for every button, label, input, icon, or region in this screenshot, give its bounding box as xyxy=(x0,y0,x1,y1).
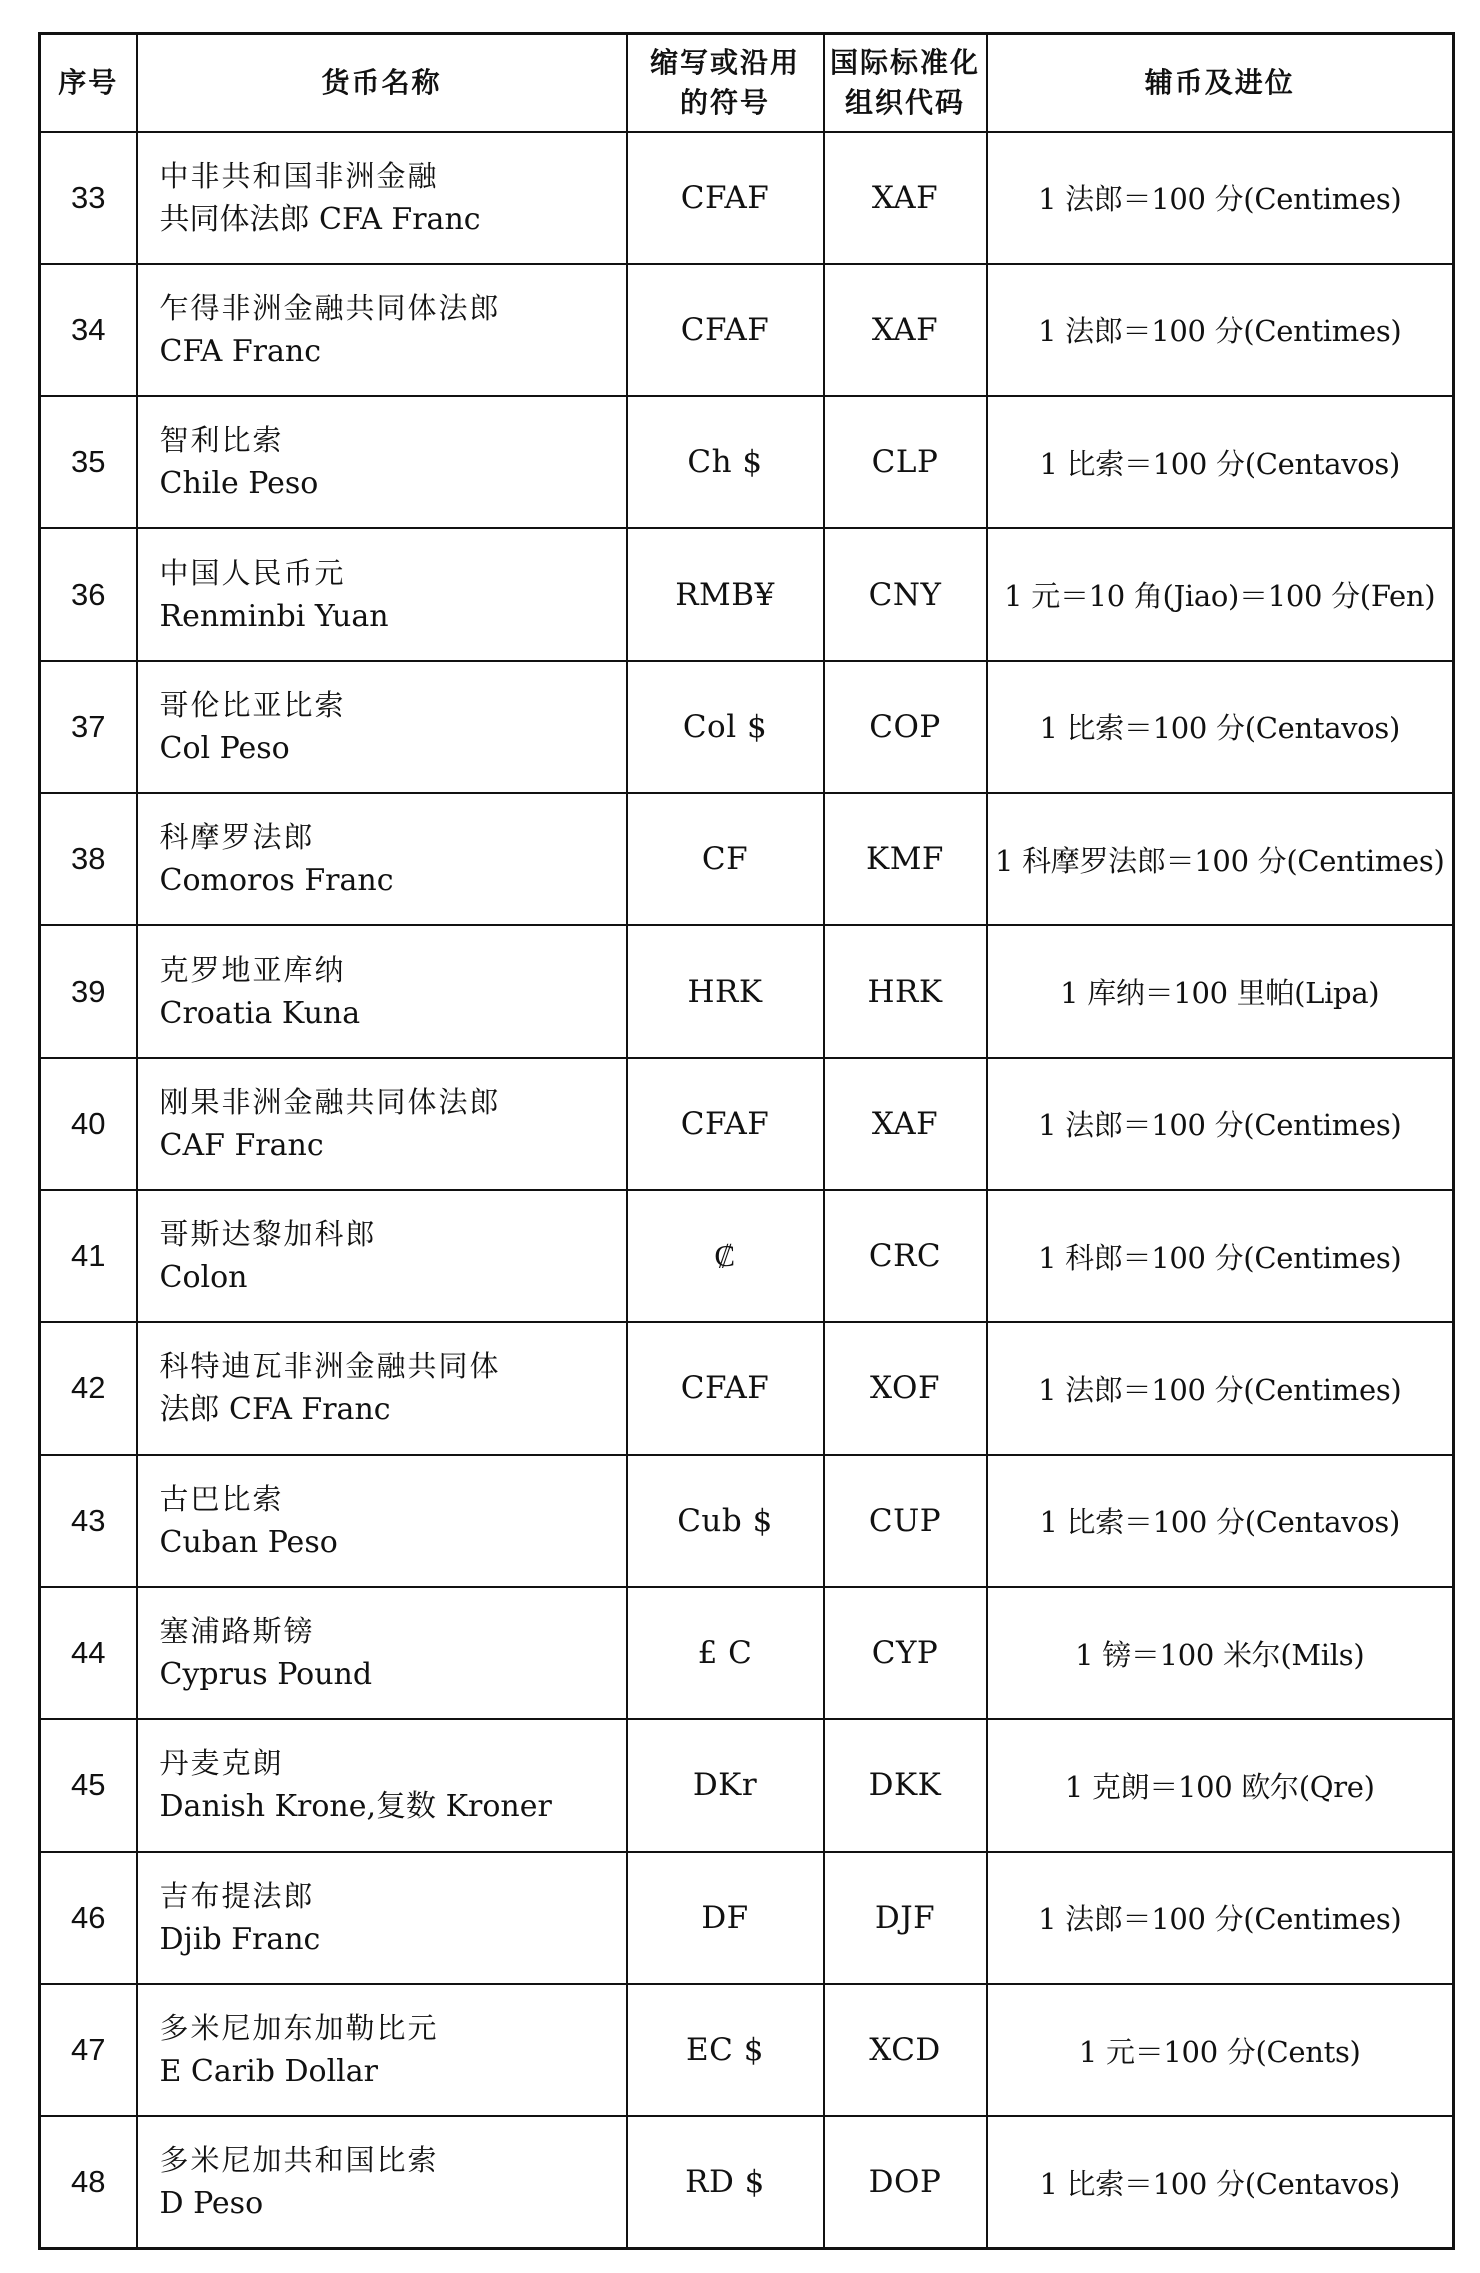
currency-name-cn: 哥伦比亚比索 xyxy=(159,687,346,722)
table-row xyxy=(40,1455,1454,1587)
row-iso-code: CYP xyxy=(824,1587,987,1719)
currency-name-cn: 多米尼加东加勒比元 xyxy=(159,2011,439,2046)
row-abbreviation: RMB¥ xyxy=(627,528,824,660)
row-subunit: 1 法郎＝100 分(Centimes) xyxy=(987,132,1454,264)
row-currency-name xyxy=(137,1322,627,1454)
table-row xyxy=(40,1058,1454,1190)
currency-name-cn: 中非共和国非洲金融 xyxy=(159,158,439,193)
header-row xyxy=(40,34,1454,132)
currency-name-cn: 中国人民币元 xyxy=(159,555,346,590)
row-seq: 35 xyxy=(40,396,137,528)
table-row xyxy=(40,132,1454,264)
row-abbreviation: Col $ xyxy=(627,661,824,793)
row-abbreviation: Cub $ xyxy=(627,1455,824,1587)
row-seq: 45 xyxy=(40,1719,137,1851)
row-subunit: 1 法郎＝100 分(Centimes) xyxy=(987,1058,1454,1190)
currency-name-cn: 多米尼加共和国比索 xyxy=(159,2143,439,2178)
currency-name-en: Croatia Kuna xyxy=(159,995,361,1031)
currency-name-cn: 塞浦路斯镑 xyxy=(159,1614,315,1649)
currency-name-en: Cuban Peso xyxy=(159,1524,338,1560)
row-iso-code: COP xyxy=(824,661,987,793)
table-row xyxy=(40,1984,1454,2116)
row-seq: 41 xyxy=(40,1190,137,1322)
row-subunit: 1 元＝100 分(Cents) xyxy=(987,1984,1454,2116)
currency-name-cn: 科摩罗法郎 xyxy=(159,820,315,855)
table-row xyxy=(40,2116,1454,2248)
row-subunit: 1 法郎＝100 分(Centimes) xyxy=(987,264,1454,396)
row-iso-code: CUP xyxy=(824,1455,987,1587)
row-seq: 38 xyxy=(40,793,137,925)
row-seq: 36 xyxy=(40,528,137,660)
row-abbreviation: EC $ xyxy=(627,1984,824,2116)
row-iso-code: XCD xyxy=(824,1984,987,2116)
row-currency-name xyxy=(137,132,627,264)
row-seq: 43 xyxy=(40,1455,137,1587)
row-currency-name xyxy=(137,1719,627,1851)
row-seq: 34 xyxy=(40,264,137,396)
header-abbr-line2: 的符号 xyxy=(679,85,770,119)
header-seq: 序号 xyxy=(40,34,137,132)
row-abbreviation: CF xyxy=(627,793,824,925)
row-abbreviation: CFAF xyxy=(627,264,824,396)
currency-name-en: E Carib Dollar xyxy=(159,2054,378,2090)
row-abbreviation: CFAF xyxy=(627,132,824,264)
header-iso-line2: 组织代码 xyxy=(844,85,965,119)
row-iso-code: KMF xyxy=(824,793,987,925)
row-seq: 37 xyxy=(40,661,137,793)
currency-name-cn: 丹麦克朗 xyxy=(159,1746,284,1781)
currency-name-cn: 乍得非洲金融共同体法郎 xyxy=(159,290,501,325)
currency-name-cn: 科特迪瓦非洲金融共同体 xyxy=(159,1349,501,1384)
row-iso-code: HRK xyxy=(824,925,987,1057)
row-currency-name xyxy=(137,1984,627,2116)
row-abbreviation: RD $ xyxy=(627,2116,824,2248)
row-abbreviation: £ C xyxy=(627,1587,824,1719)
row-seq: 39 xyxy=(40,925,137,1057)
row-abbreviation: HRK xyxy=(627,925,824,1057)
row-iso-code: CLP xyxy=(824,396,987,528)
row-abbreviation: CFAF xyxy=(627,1322,824,1454)
row-currency-name xyxy=(137,1058,627,1190)
header-subunit: 辅币及进位 xyxy=(987,34,1454,132)
row-abbreviation: ₡ xyxy=(627,1190,824,1322)
table-row xyxy=(40,1852,1454,1984)
row-abbreviation: DKr xyxy=(627,1719,824,1851)
row-iso-code: XOF xyxy=(824,1322,987,1454)
row-iso-code: XAF xyxy=(824,264,987,396)
row-subunit: 1 比索＝100 分(Centavos) xyxy=(987,2116,1454,2248)
header-iso xyxy=(824,34,987,132)
row-seq: 46 xyxy=(40,1852,137,1984)
row-currency-name xyxy=(137,264,627,396)
row-currency-name xyxy=(137,925,627,1057)
row-seq: 44 xyxy=(40,1587,137,1719)
row-currency-name xyxy=(137,793,627,925)
row-currency-name xyxy=(137,1587,627,1719)
currency-name-en: Comoros Franc xyxy=(159,863,394,899)
header-abbr xyxy=(627,34,824,132)
row-iso-code: XAF xyxy=(824,132,987,264)
table-row xyxy=(40,264,1454,396)
currency-name-en: D Peso xyxy=(159,2186,264,2222)
currency-name-cn: 古巴比索 xyxy=(159,1481,284,1516)
currency-name-en: CFA Franc xyxy=(159,333,322,369)
row-currency-name xyxy=(137,528,627,660)
row-subunit: 1 库纳＝100 里帕(Lipa) xyxy=(987,925,1454,1057)
row-subunit: 1 镑＝100 米尔(Mils) xyxy=(987,1587,1454,1719)
currency-name-en: Colon xyxy=(159,1260,248,1296)
row-subunit: 1 元＝10 角(Jiao)＝100 分(Fen) xyxy=(987,528,1454,660)
currency-name-en: Cyprus Pound xyxy=(159,1657,373,1693)
row-iso-code: CNY xyxy=(824,528,987,660)
header-iso-line1: 国际标准化 xyxy=(829,45,980,79)
row-subunit: 1 比索＝100 分(Centavos) xyxy=(987,1455,1454,1587)
table-row xyxy=(40,661,1454,793)
row-abbreviation: Ch $ xyxy=(627,396,824,528)
currency-name-en: Renminbi Yuan xyxy=(159,598,389,634)
table-row xyxy=(40,1190,1454,1322)
row-iso-code: DJF xyxy=(824,1852,987,1984)
currency-name-en: CAF Franc xyxy=(159,1127,324,1163)
row-seq: 42 xyxy=(40,1322,137,1454)
row-currency-name xyxy=(137,661,627,793)
row-seq: 48 xyxy=(40,2116,137,2248)
row-seq: 40 xyxy=(40,1058,137,1190)
row-subunit: 1 比索＝100 分(Centavos) xyxy=(987,661,1454,793)
row-iso-code: DKK xyxy=(824,1719,987,1851)
row-subunit: 1 法郎＝100 分(Centimes) xyxy=(987,1322,1454,1454)
row-abbreviation: CFAF xyxy=(627,1058,824,1190)
row-abbreviation: DF xyxy=(627,1852,824,1984)
currency-name-cn: 吉布提法郎 xyxy=(159,1878,315,1913)
currency-name-cn: 刚果非洲金融共同体法郎 xyxy=(159,1084,501,1119)
currency-name-cn: 智利比索 xyxy=(159,423,284,458)
row-currency-name xyxy=(137,1455,627,1587)
currency-name-en: 共同体法郎 CFA Franc xyxy=(159,201,481,237)
header-name: 货币名称 xyxy=(137,34,627,132)
row-subunit: 1 科摩罗法郎＝100 分(Centimes) xyxy=(987,793,1454,925)
row-subunit: 1 科郎＝100 分(Centimes) xyxy=(987,1190,1454,1322)
row-iso-code: DOP xyxy=(824,2116,987,2248)
row-subunit: 1 克朗＝100 欧尔(Qre) xyxy=(987,1719,1454,1851)
table-row xyxy=(40,1587,1454,1719)
table-row xyxy=(40,1719,1454,1851)
row-subunit: 1 法郎＝100 分(Centimes) xyxy=(987,1852,1454,1984)
currency-table-page xyxy=(38,32,1452,2250)
row-currency-name xyxy=(137,2116,627,2248)
header-abbr-line1: 缩写或沿用 xyxy=(649,45,800,79)
row-seq: 47 xyxy=(40,1984,137,2116)
currency-name-cn: 哥斯达黎加科郎 xyxy=(159,1217,377,1252)
currency-name-en: Danish Krone,复数 Kroner xyxy=(159,1789,552,1825)
row-seq: 33 xyxy=(40,132,137,264)
row-iso-code: XAF xyxy=(824,1058,987,1190)
row-currency-name xyxy=(137,1852,627,1984)
currency-name-en: Djib Franc xyxy=(159,1921,321,1957)
row-currency-name xyxy=(137,396,627,528)
table-row xyxy=(40,925,1454,1057)
row-currency-name xyxy=(137,1190,627,1322)
table-row xyxy=(40,396,1454,528)
table-row xyxy=(40,793,1454,925)
currency-name-en: Chile Peso xyxy=(159,466,319,502)
currency-name-cn: 克罗地亚库纳 xyxy=(159,952,346,987)
table-row xyxy=(40,1322,1454,1454)
currency-table xyxy=(38,32,1455,2250)
row-iso-code: CRC xyxy=(824,1190,987,1322)
table-row xyxy=(40,528,1454,660)
currency-name-en: Col Peso xyxy=(159,730,290,766)
currency-name-en: 法郎 CFA Franc xyxy=(159,1392,391,1428)
row-subunit: 1 比索＝100 分(Centavos) xyxy=(987,396,1454,528)
